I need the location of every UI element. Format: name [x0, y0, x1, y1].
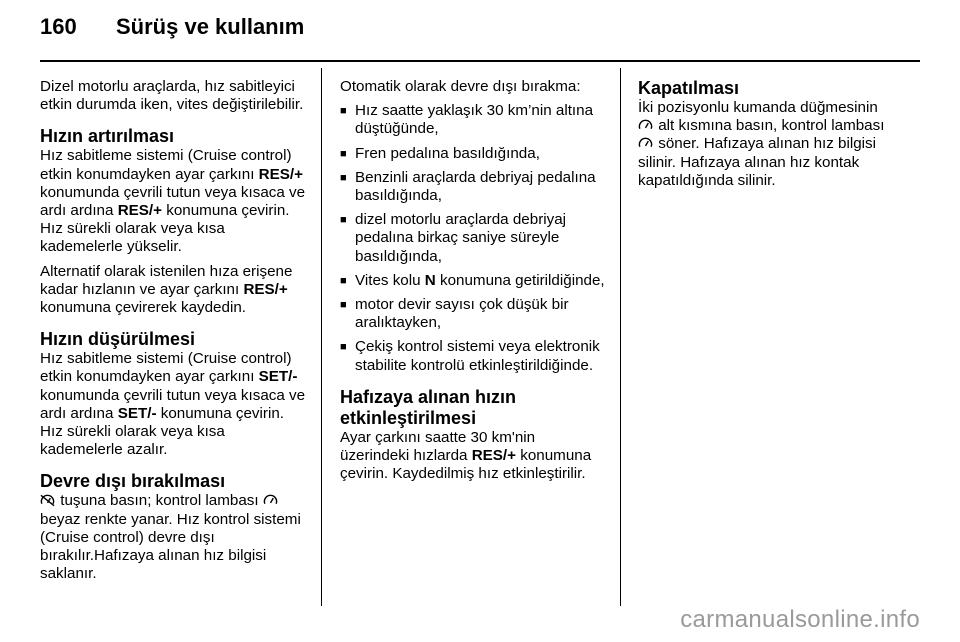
intro-paragraph: Dizel motorlu araçlarda, hız sabitleyici etkin durumda iken, vites değiştirilebilir.	[40, 78, 304, 114]
increase-paragraph-1: Hız sabitleme sistemi (Cruise control) etkin konumdayken ayar çarkını RES/+ konumunda çevrili tutun veya kısaca ve ardı ardına RES/+ konumuna çevirin. Hız sürekli olarak veya kısa kademelerle yükselir.	[40, 147, 306, 256]
decrease-paragraph: Hız sabitleme sistemi (Cruise control) etkin konumdayken ayar çarkını SET/- konumunda çevrili tutun veya kısaca ve ardı ardına SET/- konumuna çevirin. Hız sürekli olarak veya kısa kademelerle azalır.	[40, 350, 306, 459]
heading-decrease: Hızın düşürülmesi	[40, 329, 196, 350]
list-item: ■ dizel motorlu araçlarda debriyaj pedalına birkaç saniye süreyle basıldığında,	[340, 211, 608, 266]
heading-memory: Hafızaya alınan hızın etkinleştirilmesi	[340, 386, 517, 428]
cruise-control-icon	[638, 137, 653, 150]
page-number: 160	[40, 14, 77, 39]
column-2	[340, 78, 608, 489]
cruise-control-icon	[263, 494, 278, 507]
list-item: ■ Fren pedalına basıldığında,	[340, 145, 608, 163]
memory-paragraph: Ayar çarkını saatte 30 km'nin üzerindeki hızlarda RES/+ konumuna çevirin. Kaydedilmiş hız etkinleştirilir.	[340, 428, 592, 483]
watermark: carmanualsonline.info	[680, 606, 920, 633]
column-1	[40, 78, 308, 589]
list-item-vites: ■ Vites kolu N konumuna getirildiğinde,	[340, 272, 608, 290]
list-item: ■ motor devir sayısı çok düşük bir aralıktayken,	[340, 296, 608, 332]
list-item: ■ Çekiş kontrol sistemi veya elektronik stabilite kontrolü etkinleştirildiğinde.	[340, 338, 608, 374]
auto-disable-list	[340, 102, 608, 375]
cruise-control-icon	[638, 119, 653, 132]
disable-paragraph: tuşuna basın; kontrol lambası beyaz renkte yanar. Hız kontrol sistemi (Cruise control) devre dışı bırakılır.Hafızaya alınan hız bilgisi saklanır.	[40, 492, 301, 583]
page-header	[40, 14, 304, 54]
list-item: ■ Benzinli araçlarda debriyaj pedalına basıldığında,	[340, 169, 608, 205]
heading-increase: Hızın artırılması	[40, 126, 175, 147]
chapter-title: Sürüş ve kullanım	[116, 14, 305, 39]
heading-off: Kapatılması	[638, 78, 740, 98]
auto-disable-intro: Otomatik olarak devre dışı bırakma:	[340, 78, 581, 95]
cruise-control-off-icon	[40, 494, 55, 507]
header-rule	[40, 60, 920, 62]
column-3	[638, 78, 913, 196]
heading-disable: Devre dışı bırakılması	[40, 471, 226, 492]
off-paragraph: İki pozisyonlu kumanda düğmesinin alt kısmına basın, kontrol lambası söner. Hafızaya alınan hız bilgisi silinir. Hafızaya alınan hız kontak kapatıldığında silinir.	[638, 99, 885, 189]
column-divider-1	[321, 68, 322, 606]
column-divider-2	[620, 68, 621, 606]
increase-paragraph-2: Alternatif olarak istenilen hıza erişene kadar hızlanın ve ayar çarkını RES/+ konumuna çevirerek kaydedin.	[40, 262, 293, 317]
list-item: ■ Hız saatte yaklaşık 30 km’nin altına düştüğünde,	[340, 102, 608, 138]
